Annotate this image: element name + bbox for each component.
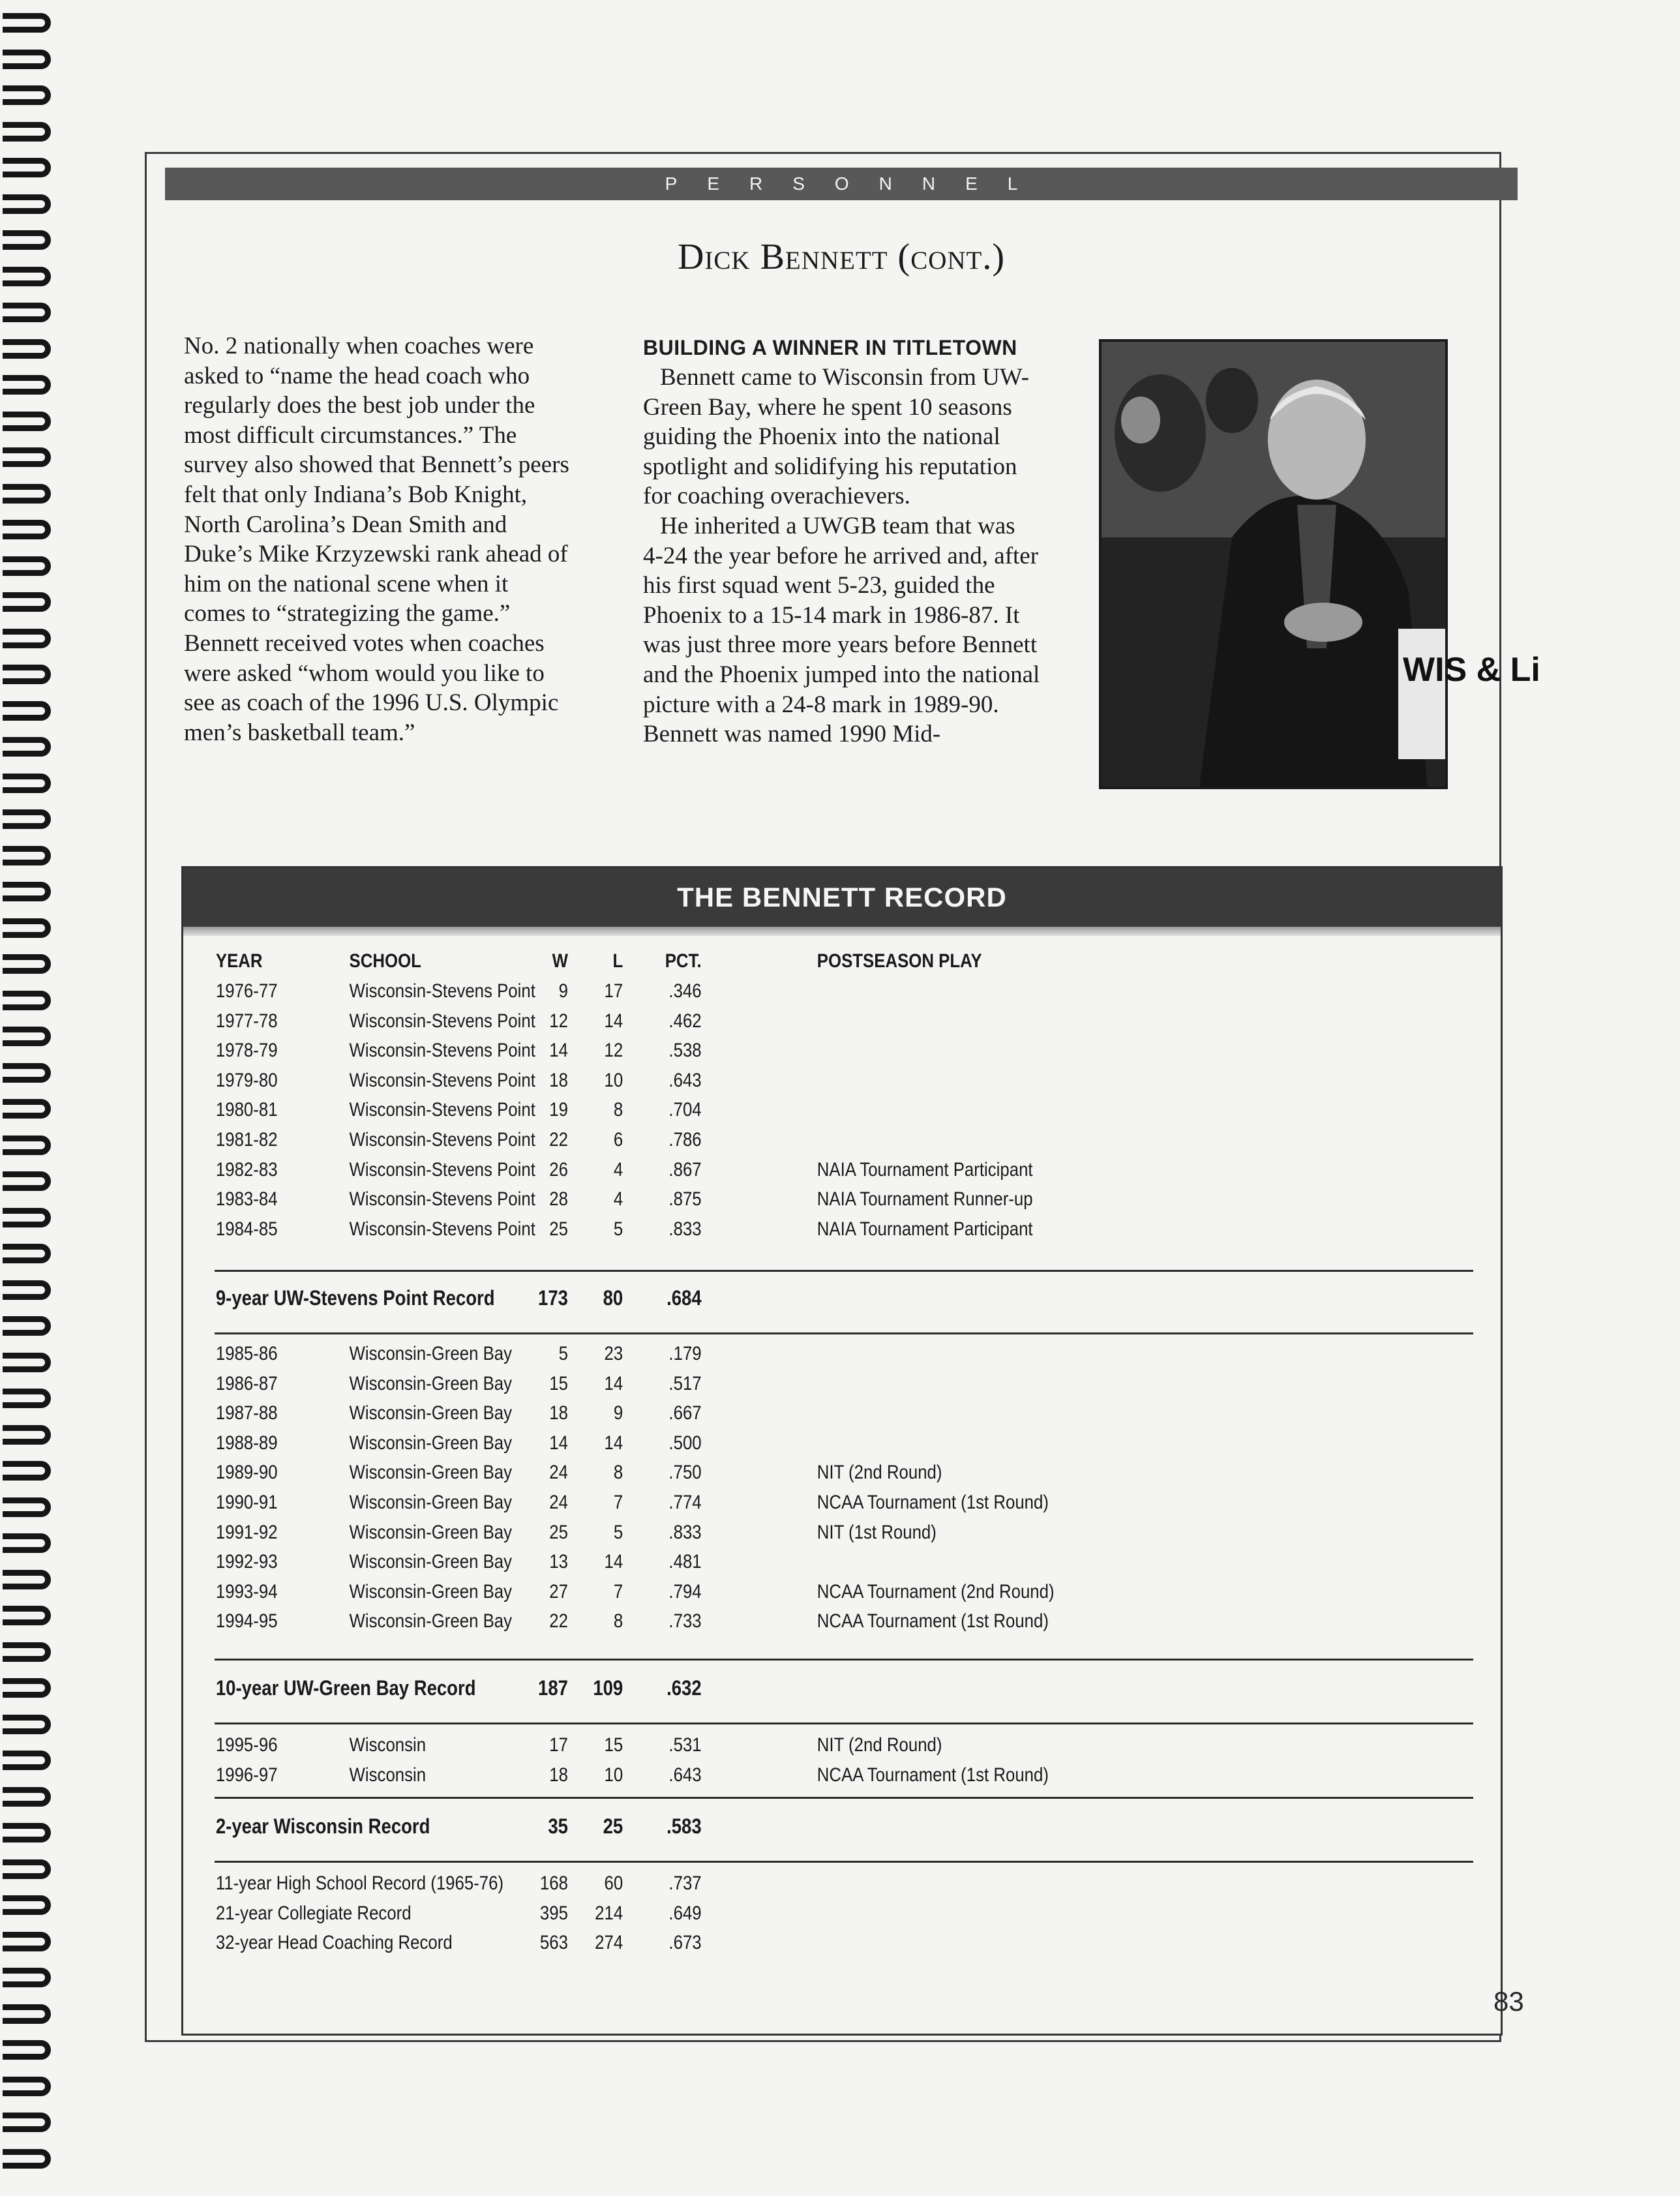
cell-post: NAIA Tournament Participant xyxy=(817,1218,1033,1240)
binding-loop xyxy=(3,1751,51,1770)
binding-loop xyxy=(3,339,51,359)
cell-p: .737 xyxy=(668,1873,702,1894)
cell-p: .667 xyxy=(668,1402,702,1424)
cell-p: .462 xyxy=(668,1010,702,1032)
binding-loop xyxy=(3,1389,51,1408)
binding-loop xyxy=(3,13,51,33)
cell-sch: Wisconsin-Green Bay xyxy=(349,1462,513,1484)
cell-sch: Wisconsin-Green Bay xyxy=(349,1402,513,1424)
table-row xyxy=(183,976,1316,1006)
binding-loop xyxy=(3,846,51,865)
cell-p: .517 xyxy=(668,1372,702,1394)
binding-loop xyxy=(3,774,51,793)
binding-loop xyxy=(3,809,51,829)
cell-p: PCT. xyxy=(665,950,702,972)
cell-p: .632 xyxy=(667,1676,702,1700)
cell-w: 14 xyxy=(549,1040,568,1062)
cell-p: .875 xyxy=(668,1188,702,1211)
binding-loop xyxy=(3,1461,51,1481)
cell-yr: YEAR xyxy=(215,950,263,972)
table-row xyxy=(183,1369,1316,1399)
cell-l: 17 xyxy=(604,980,623,1002)
cell-yr: 9-year UW-Stevens Point Record xyxy=(215,1286,495,1310)
binding-loop xyxy=(3,2077,51,2096)
cell-post: POSTSEASON PLAY xyxy=(817,950,982,972)
table-row xyxy=(183,1673,1316,1703)
table-row xyxy=(183,1488,1316,1518)
binding-loop xyxy=(3,991,51,1010)
cell-w: 18 xyxy=(549,1069,568,1091)
cell-p: .704 xyxy=(668,1099,702,1121)
cell-yr: 1985-86 xyxy=(215,1343,278,1364)
cell-sch: SCHOOL xyxy=(349,950,421,972)
cell-sch: Wisconsin-Green Bay xyxy=(349,1492,513,1513)
cell-sch: Wisconsin-Stevens Point xyxy=(349,1010,535,1032)
cell-l: 4 xyxy=(613,1158,623,1181)
cell-l: 4 xyxy=(613,1188,623,1211)
cell-yr: 1986-87 xyxy=(215,1372,278,1394)
cell-l: 109 xyxy=(593,1676,623,1700)
article-paragraph: He inherited a UWGB team that was 4-24 the year before he arrived and, after his first squad went 5-23, guided the Phoenix to a 15-14 mark in 1986-87. It was just three more years before Bennett and the Phoenix jumped into the national picture with a 24-8 mark in 1989-90. Bennett was named 1990 Mid- xyxy=(643,512,1040,748)
cell-post: NIT (1st Round) xyxy=(817,1521,937,1543)
binding-loop xyxy=(3,1570,51,1589)
table-row xyxy=(183,1458,1316,1488)
record-title: THE BENNETT RECORD xyxy=(677,882,1007,912)
cell-yr: 1989-90 xyxy=(215,1462,278,1484)
coach-photo-image xyxy=(1102,342,1540,787)
cell-w: 9 xyxy=(558,980,568,1002)
cell-l: 8 xyxy=(613,1610,623,1632)
cell-l: 5 xyxy=(613,1218,623,1240)
cell-p: .833 xyxy=(668,1521,702,1543)
cell-w: 24 xyxy=(549,1462,568,1484)
cell-w: 12 xyxy=(549,1010,568,1032)
cell-p: .538 xyxy=(668,1040,702,1062)
cell-sch: Wisconsin-Green Bay xyxy=(349,1372,513,1394)
binding-loop xyxy=(3,1715,51,1734)
binding-loop xyxy=(3,665,51,684)
cell-l: 10 xyxy=(604,1764,623,1786)
cell-l: 80 xyxy=(603,1286,623,1310)
binding-loop xyxy=(3,1208,51,1227)
cell-yr: 21-year Collegiate Record xyxy=(215,1902,412,1924)
cell-sch: Wisconsin-Green Bay xyxy=(349,1432,513,1454)
cell-p: .531 xyxy=(668,1734,702,1756)
table-row xyxy=(183,1577,1316,1607)
cell-w: 25 xyxy=(549,1521,568,1543)
table-row xyxy=(183,1928,1316,1958)
cell-sch: Wisconsin-Stevens Point xyxy=(349,1099,535,1121)
cell-sch: Wisconsin-Stevens Point xyxy=(349,980,535,1002)
cell-l: 25 xyxy=(603,1814,623,1838)
cell-yr: 1977-78 xyxy=(215,1010,278,1032)
binding-loop xyxy=(3,629,51,648)
sign-text: WIS & Li xyxy=(1403,651,1540,689)
article-paragraph: No. 2 nationally when coaches were asked to “name the head coach who regularly does the best job under the most difficult circumstances.” The survey also showed that Bennett’s peers felt that only Indiana’s Bob Knight, North Carolina’s Dean Smith and Duke’s Mike Krzyzewski rank ahead of him on the national scene when it comes to “strategizing the game.” Bennett received votes when coaches were asked “whom would you like to see as coach of the 1996 U.S. Olympic men’s basketball team.” xyxy=(184,333,569,746)
cell-w: 187 xyxy=(538,1676,568,1700)
cell-sch: Wisconsin-Green Bay xyxy=(349,1580,513,1602)
cell-sch: Wisconsin-Green Bay xyxy=(349,1343,513,1364)
cell-p: .583 xyxy=(667,1814,702,1838)
binding-loop xyxy=(3,375,51,395)
binding-loop xyxy=(3,2040,51,2060)
table-row xyxy=(183,1811,1316,1841)
cell-yr: 1984-85 xyxy=(215,1218,278,1240)
binding-loop xyxy=(3,1136,51,1155)
cell-w: 25 xyxy=(549,1218,568,1240)
cell-sch: Wisconsin-Stevens Point xyxy=(349,1218,535,1240)
binding-loop xyxy=(3,1895,51,1915)
cell-w: 19 xyxy=(549,1099,568,1121)
cell-w: 168 xyxy=(539,1873,568,1894)
cell-w: 18 xyxy=(549,1402,568,1424)
table-row xyxy=(183,1398,1316,1428)
cell-post: NCAA Tournament (1st Round) xyxy=(817,1764,1049,1786)
cell-yr: 1980-81 xyxy=(215,1099,278,1121)
cell-yr: 1978-79 xyxy=(215,1040,278,1062)
table-divider xyxy=(215,1722,1473,1724)
cell-yr: 32-year Head Coaching Record xyxy=(215,1932,453,1954)
cell-p: .649 xyxy=(668,1902,702,1924)
cell-yr: 1991-92 xyxy=(215,1521,278,1543)
coach-photo xyxy=(1099,339,1540,789)
cell-l: 8 xyxy=(613,1099,623,1121)
binding-loop xyxy=(3,1678,51,1698)
cell-yr: 1979-80 xyxy=(215,1069,278,1091)
binding-loop xyxy=(3,2149,51,2169)
cell-post: NCAA Tournament (2nd Round) xyxy=(817,1580,1055,1602)
table-row xyxy=(183,946,1316,976)
binding-loop xyxy=(3,412,51,431)
cell-l: 7 xyxy=(613,1580,623,1602)
page-number: 83 xyxy=(1493,1986,1524,2017)
cell-l: 214 xyxy=(595,1902,623,1924)
cell-post: NCAA Tournament (1st Round) xyxy=(817,1492,1049,1513)
binding-loop xyxy=(3,1171,51,1191)
binding-loop xyxy=(3,1533,51,1553)
cell-l: L xyxy=(612,950,623,972)
cell-yr: 2-year Wisconsin Record xyxy=(215,1814,430,1838)
table-row xyxy=(183,1869,1316,1899)
binding-loop xyxy=(3,1316,51,1336)
article-column-1 xyxy=(184,331,575,747)
cell-p: .786 xyxy=(668,1129,702,1151)
binding-loop xyxy=(3,1280,51,1300)
cell-w: 18 xyxy=(549,1764,568,1786)
table-row xyxy=(183,1730,1316,1760)
cell-sch: Wisconsin xyxy=(349,1764,427,1786)
cell-post: NIT (2nd Round) xyxy=(817,1462,942,1484)
cell-l: 14 xyxy=(604,1432,623,1454)
cell-l: 14 xyxy=(604,1551,623,1573)
binding-loop xyxy=(3,1099,51,1119)
cell-w: 24 xyxy=(549,1492,568,1513)
cell-sch: Wisconsin-Stevens Point xyxy=(349,1069,535,1091)
binding-loop xyxy=(3,954,51,974)
cell-l: 5 xyxy=(613,1521,623,1543)
binding-loop xyxy=(3,158,51,177)
cell-yr: 1981-82 xyxy=(215,1129,278,1151)
cell-yr: 1995-96 xyxy=(215,1734,278,1756)
article-column-2 xyxy=(643,333,1041,749)
cell-yr: 1990-91 xyxy=(215,1492,278,1513)
cell-w: W xyxy=(552,950,568,972)
cell-w: 35 xyxy=(548,1814,568,1838)
cell-l: 9 xyxy=(613,1402,623,1424)
cell-p: .867 xyxy=(668,1158,702,1181)
table-row xyxy=(183,1428,1316,1458)
table-divider xyxy=(215,1797,1473,1799)
cell-yr: 1976-77 xyxy=(215,980,278,1002)
binding-loop xyxy=(3,1497,51,1517)
table-row xyxy=(183,1339,1316,1369)
table-row xyxy=(183,1184,1316,1214)
binding-loop xyxy=(3,1244,51,1263)
cell-l: 14 xyxy=(604,1372,623,1394)
cell-sch: Wisconsin-Stevens Point xyxy=(349,1040,535,1062)
table-row xyxy=(183,1547,1316,1577)
article-paragraph: Bennett came to Wisconsin from UW-Green Bay, where he spent 10 seasons guiding the Phoenix into the national spotlight and solidifying his reputation for coaching overachievers. xyxy=(643,364,1030,510)
cell-w: 26 xyxy=(549,1158,568,1181)
record-title-bar xyxy=(183,868,1501,927)
binding-loop xyxy=(3,230,51,250)
cell-post: NAIA Tournament Participant xyxy=(817,1158,1033,1181)
cell-yr: 1994-95 xyxy=(215,1610,278,1632)
table-row xyxy=(183,1066,1316,1096)
table-row xyxy=(183,1006,1316,1036)
binding-loop xyxy=(3,303,51,322)
cell-yr: 1982-83 xyxy=(215,1158,278,1181)
cell-l: 12 xyxy=(604,1040,623,1062)
binding-loop xyxy=(3,85,51,105)
cell-l: 274 xyxy=(595,1932,623,1954)
cell-sch: Wisconsin-Green Bay xyxy=(349,1610,513,1632)
cell-yr: 1987-88 xyxy=(215,1402,278,1424)
cell-w: 27 xyxy=(549,1580,568,1602)
table-row xyxy=(183,1214,1316,1244)
cell-post: NIT (2nd Round) xyxy=(817,1734,942,1756)
binding-loop xyxy=(3,194,51,214)
binding-loop xyxy=(3,1787,51,1807)
cell-p: .750 xyxy=(668,1462,702,1484)
cell-w: 15 xyxy=(549,1372,568,1394)
cell-w: 5 xyxy=(558,1343,568,1364)
cell-l: 14 xyxy=(604,1010,623,1032)
cell-yr: 1983-84 xyxy=(215,1188,278,1211)
cell-w: 14 xyxy=(549,1432,568,1454)
binding-loop xyxy=(3,701,51,721)
cell-l: 8 xyxy=(613,1462,623,1484)
cell-yr: 10-year UW-Green Bay Record xyxy=(215,1676,476,1700)
binding-loop xyxy=(3,50,51,69)
table-row xyxy=(183,1760,1316,1790)
binding-loop xyxy=(3,556,51,576)
binding-loop xyxy=(3,918,51,938)
cell-p: .774 xyxy=(668,1492,702,1513)
binding-loop xyxy=(3,737,51,757)
table-row xyxy=(183,1036,1316,1066)
binding-loop xyxy=(3,520,51,539)
cell-w: 22 xyxy=(549,1610,568,1632)
binding-loop xyxy=(3,1027,51,1046)
cell-w: 22 xyxy=(549,1129,568,1151)
binding-loop xyxy=(3,1063,51,1083)
cell-yr: 1993-94 xyxy=(215,1580,278,1602)
cell-yr: 1996-97 xyxy=(215,1764,278,1786)
cell-l: 6 xyxy=(613,1129,623,1151)
cell-yr: 11-year High School Record (1965-76) xyxy=(215,1873,504,1894)
cell-p: .673 xyxy=(668,1932,702,1954)
binding-loop xyxy=(3,2004,51,2024)
table-row xyxy=(183,1899,1316,1929)
cell-yr: 1988-89 xyxy=(215,1432,278,1454)
page-title: Dick Bennett (cont.) xyxy=(677,237,1006,277)
binding-loop xyxy=(3,1425,51,1445)
cell-p: .500 xyxy=(668,1432,702,1454)
section-header: PERSONNEL xyxy=(165,168,1518,200)
cell-p: .346 xyxy=(668,980,702,1002)
binding-loop xyxy=(3,2113,51,2132)
binding-loop xyxy=(3,1642,51,1662)
binding-loop xyxy=(3,1353,51,1372)
cell-sch: Wisconsin-Green Bay xyxy=(349,1551,513,1573)
binding-loop xyxy=(3,592,51,612)
cell-l: 7 xyxy=(613,1492,623,1513)
cell-p: .643 xyxy=(668,1069,702,1091)
cell-p: .684 xyxy=(667,1286,702,1310)
cell-yr: 1992-93 xyxy=(215,1551,278,1573)
binding-loop xyxy=(3,1823,51,1843)
table-divider xyxy=(215,1659,1473,1661)
cell-w: 173 xyxy=(538,1286,568,1310)
cell-w: 17 xyxy=(549,1734,568,1756)
table-divider xyxy=(215,1332,1473,1334)
cell-w: 395 xyxy=(539,1902,568,1924)
cell-l: 60 xyxy=(604,1873,623,1894)
cell-sch: Wisconsin-Green Bay xyxy=(349,1521,513,1543)
cell-sch: Wisconsin-Stevens Point xyxy=(349,1158,535,1181)
binding-loop xyxy=(3,1859,51,1879)
cell-p: .481 xyxy=(668,1551,702,1573)
section-heading: BUILDING A WINNER IN TITLETOWN xyxy=(643,336,1017,359)
table-row xyxy=(183,1606,1316,1636)
cell-sch: Wisconsin xyxy=(349,1734,427,1756)
cell-sch: Wisconsin-Stevens Point xyxy=(349,1129,535,1151)
cell-l: 23 xyxy=(604,1343,623,1364)
cell-post: NCAA Tournament (1st Round) xyxy=(817,1610,1049,1632)
binding-loop xyxy=(3,484,51,504)
binding-loop xyxy=(3,267,51,286)
table-row xyxy=(183,1155,1316,1185)
table-divider xyxy=(215,1861,1473,1863)
cell-sch: Wisconsin-Stevens Point xyxy=(349,1188,535,1211)
binding-loop xyxy=(3,1968,51,1987)
cell-w: 28 xyxy=(549,1188,568,1211)
spiral-binding xyxy=(0,0,65,2196)
table-divider xyxy=(215,1270,1473,1272)
table-row xyxy=(183,1095,1316,1125)
table-row xyxy=(183,1125,1316,1155)
cell-p: .794 xyxy=(668,1580,702,1602)
binding-loop xyxy=(3,882,51,901)
binding-loop xyxy=(3,1606,51,1625)
cell-l: 10 xyxy=(604,1069,623,1091)
table-row xyxy=(183,1283,1316,1313)
cell-p: .733 xyxy=(668,1610,702,1632)
cell-l: 15 xyxy=(604,1734,623,1756)
cell-w: 563 xyxy=(539,1932,568,1954)
binding-loop xyxy=(3,122,51,142)
cell-p: .833 xyxy=(668,1218,702,1240)
bennett-record-table xyxy=(181,866,1503,2036)
cell-p: .643 xyxy=(668,1764,702,1786)
binding-loop xyxy=(3,447,51,467)
cell-w: 13 xyxy=(549,1551,568,1573)
cell-p: .179 xyxy=(668,1343,702,1364)
cell-post: NAIA Tournament Runner-up xyxy=(817,1188,1033,1211)
table-row xyxy=(183,1518,1316,1548)
binding-loop xyxy=(3,1932,51,1951)
